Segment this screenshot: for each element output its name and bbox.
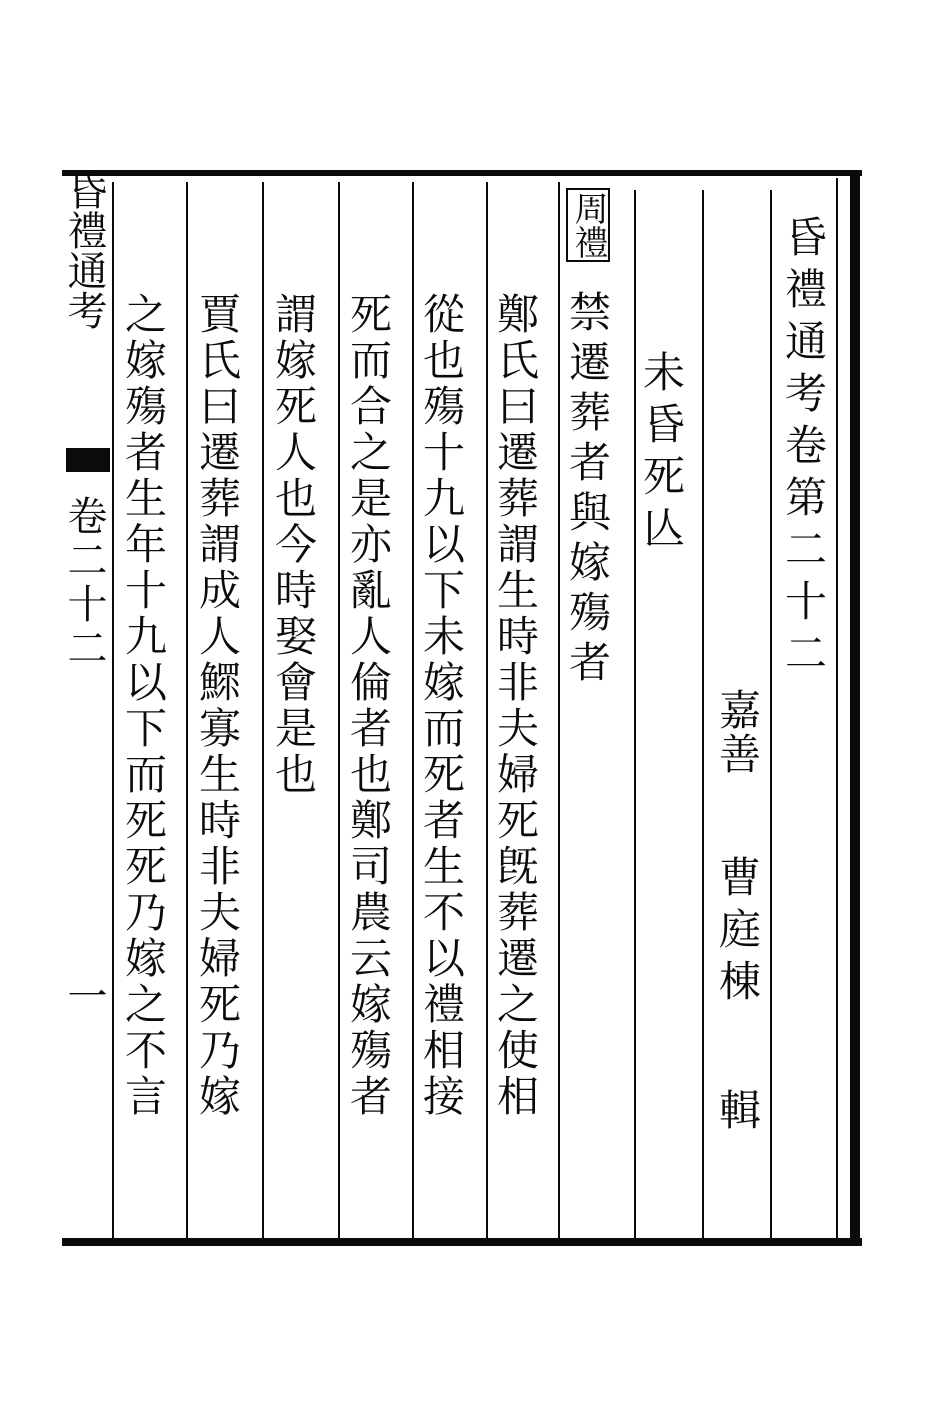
text-line-6: 賈氏曰遷葬謂成人鰥寡生時非夫婦死乃嫁 — [193, 292, 242, 1120]
right-border — [850, 170, 860, 1246]
column-divider — [262, 182, 264, 1240]
text-line-7: 之嫁殤者生年十九以下而死死乃嫁之不言 — [119, 292, 168, 1120]
compiler-role: 輯 — [713, 1088, 762, 1137]
right-border-inner — [836, 178, 838, 1238]
column-divider — [486, 182, 488, 1240]
column-divider — [186, 182, 188, 1240]
compiler-origin: 嘉善 — [713, 688, 762, 776]
margin-book-title: 昏禮通考 — [61, 170, 107, 330]
source-tag: 周禮 — [566, 188, 610, 262]
compiler-name: 曹庭棟 — [713, 855, 762, 1011]
text-line-4: 死而合之是亦亂人倫者也鄭司農云嫁殤者 — [344, 292, 393, 1120]
text-line-3: 從也殤十九以下未嫁而死者生不以禮相接 — [417, 292, 466, 1120]
top-border — [62, 170, 862, 176]
section-heading: 未昏死亾 — [637, 350, 686, 558]
fishtail-mark — [66, 448, 110, 472]
text-line-5: 謂嫁死人也今時娶會是也 — [269, 292, 318, 798]
column-divider — [770, 190, 772, 1240]
column-divider — [412, 182, 414, 1240]
column-divider — [112, 182, 114, 1240]
margin-volume: 卷二十二 — [61, 495, 107, 671]
column-divider — [558, 182, 560, 1240]
text-line-1: 禁遷葬者與嫁殤者 — [563, 290, 612, 690]
volume-title: 昏禮通考卷第二十二 — [779, 215, 828, 683]
text-line-2: 鄭氏曰遷葬謂生時非夫婦死旣葬遷之使相 — [491, 292, 540, 1120]
margin-page-number: 一 — [61, 975, 107, 1022]
column-divider — [702, 190, 704, 1240]
column-divider — [338, 182, 340, 1240]
column-divider — [634, 190, 636, 1240]
bottom-border — [62, 1238, 862, 1246]
